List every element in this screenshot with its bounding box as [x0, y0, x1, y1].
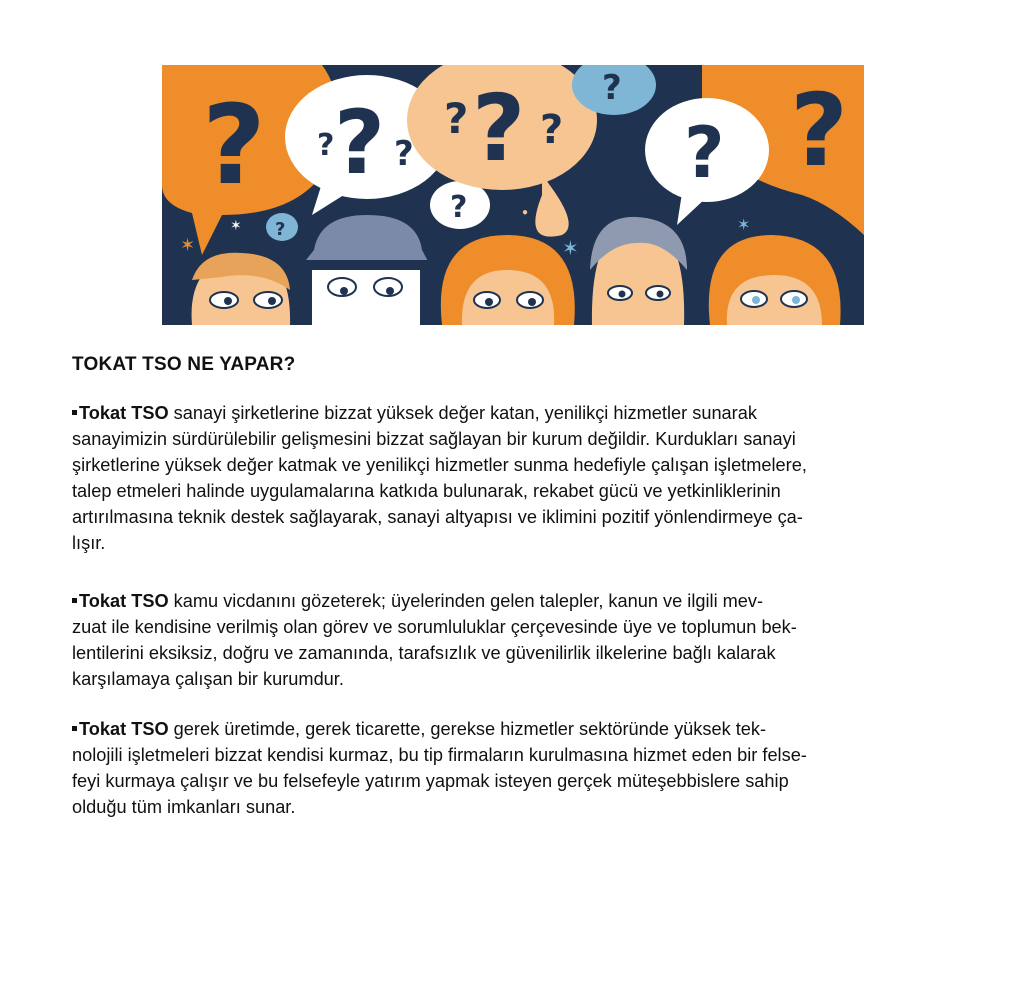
question-mark-icon: ?: [394, 134, 414, 174]
bullet-icon: [72, 410, 77, 415]
star-icon: ✶: [180, 235, 196, 255]
paragraph-line: talep etmeleri halinde uygulamalarına katkıda bulunarak, rekabet gücü ve yetkinliklerinin: [72, 481, 781, 501]
paragraph-line: artırılmasına teknik destek sağlayarak, sanayi altyapısı ve iklimini pozitif yönlendirmeye ça-: [72, 507, 803, 527]
paragraph-3: [72, 716, 956, 820]
paragraph-lead: Tokat TSO: [79, 591, 169, 611]
paragraph-line: şirketlerine yüksek değer katmak ve yenilikçi hizmetler sunma hedefiyle çalışan işletmelere,: [72, 455, 807, 475]
paragraph-line: kamu vicdanını gözeterek; üyelerinden gelen talepler, kanun ve ilgili mev-: [173, 591, 764, 611]
bullet-icon: [72, 598, 77, 603]
star-icon: ✶: [230, 217, 242, 233]
page-heading: TOKAT TSO NE YAPAR?: [72, 354, 296, 375]
star-icon: ●: [522, 207, 529, 218]
question-mark-icon: ?: [334, 91, 386, 194]
paragraph-line: karşılamaya çalışan bir kurumdur.: [72, 669, 344, 689]
question-mark-icon: ?: [444, 94, 469, 143]
question-mark-icon: ?: [684, 112, 725, 194]
question-mark-icon: ?: [790, 72, 849, 189]
paragraph-1: [72, 400, 956, 556]
paragraph-line: lentilerini eksiksiz, doğru ve zamanında, tarafsızlık ve güvenilirlik ilkelerine bağlı kalarak: [72, 643, 776, 663]
paragraph-line: lışır.: [72, 533, 106, 553]
question-mark-icon: ?: [602, 68, 622, 108]
paragraph-line: zuat ile kendisine verilmiş olan görev ve sorumluluklar çerçevesinde üye ve toplumun bek-: [72, 617, 797, 637]
bullet-icon: [72, 726, 77, 731]
paragraph-lead: Tokat TSO: [79, 403, 169, 423]
question-mark-icon: ?: [317, 128, 335, 163]
paragraph-line: nolojili işletmeleri bizzat kendisi kurmaz, bu tip firmaların kurulmasına hizmet eden bir felse-: [72, 745, 807, 765]
question-mark-icon: ?: [275, 219, 286, 240]
person-face-4: [590, 217, 687, 325]
star-icon: ✶: [562, 238, 579, 260]
person-face-1: [192, 253, 291, 325]
paragraph-line: gerek üretimde, gerek ticarette, gerekse hizmetler sektöründe yüksek tek-: [173, 719, 767, 739]
paragraph-line: feyi kurmaya çalışır ve bu felsefeyle yatırım yapmak isteyen gerçek müteşebbislere sahip: [72, 771, 789, 791]
question-mark-icon: ?: [202, 81, 266, 209]
paragraph-line: olduğu tüm imkanları sunar.: [72, 797, 296, 817]
paragraph-line: sanayimizin sürdürülebilir gelişmesini bizzat sağlayan bir kurum değildir. Kurdukları sanayi: [72, 429, 796, 449]
question-mark-icon: ?: [450, 190, 468, 225]
paragraph-lead: Tokat TSO: [79, 719, 169, 739]
question-marks-crowd-illustration: [162, 65, 864, 325]
question-mark-icon: ?: [540, 107, 564, 153]
paragraph-line: sanayi şirketlerine bizzat yüksek değer katan, yenilikçi hizmetler sunarak: [173, 403, 757, 423]
paragraph-2: [72, 588, 956, 692]
star-icon: ✶: [737, 217, 751, 234]
question-mark-icon: ?: [472, 75, 526, 182]
